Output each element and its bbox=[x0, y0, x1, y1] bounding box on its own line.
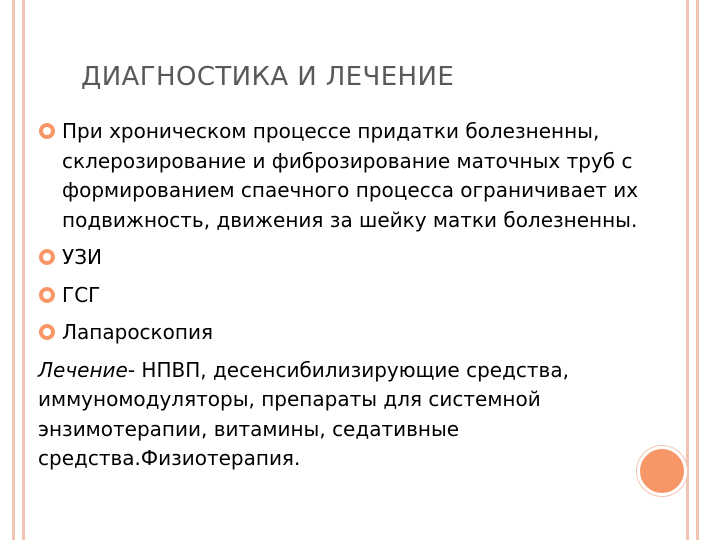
left-border-line-inner bbox=[22, 0, 25, 540]
decorative-circle bbox=[637, 446, 687, 496]
right-border-line-outer bbox=[696, 0, 699, 540]
bullet-text: При хроническом процессе придатки болезненны, склерозирование и фиброзирование маточных труб с формированием спаечного процесса ограничивает их подвижность, движения за шейку матки болезненны. bbox=[62, 119, 639, 232]
bullet-item bbox=[38, 318, 688, 348]
bullet-item bbox=[38, 117, 688, 235]
bullet-text: ГСГ bbox=[62, 282, 101, 307]
bullet-item bbox=[38, 281, 688, 311]
bullet-icon bbox=[38, 323, 56, 341]
treatment-paragraph bbox=[38, 356, 688, 474]
slide-content bbox=[38, 117, 688, 474]
treatment-label: Лечение bbox=[38, 357, 128, 382]
treatment-text: - НПВП, десенсибилизирующие средства, иммуномодуляторы, препараты для системной энзимотерапии, витамины, седативные средства.Физиотерапия. bbox=[38, 357, 569, 470]
bullet-text: УЗИ bbox=[62, 245, 102, 269]
bullet-icon bbox=[38, 286, 56, 304]
bullet-item bbox=[38, 243, 688, 273]
bullet-icon bbox=[38, 122, 56, 140]
bullet-icon bbox=[38, 248, 56, 266]
slide-title: ДИАГНОСТИКА И ЛЕЧЕНИЕ bbox=[81, 62, 455, 92]
left-border-line-outer bbox=[12, 0, 15, 540]
bullet-text: Лапароскопия bbox=[62, 320, 213, 344]
